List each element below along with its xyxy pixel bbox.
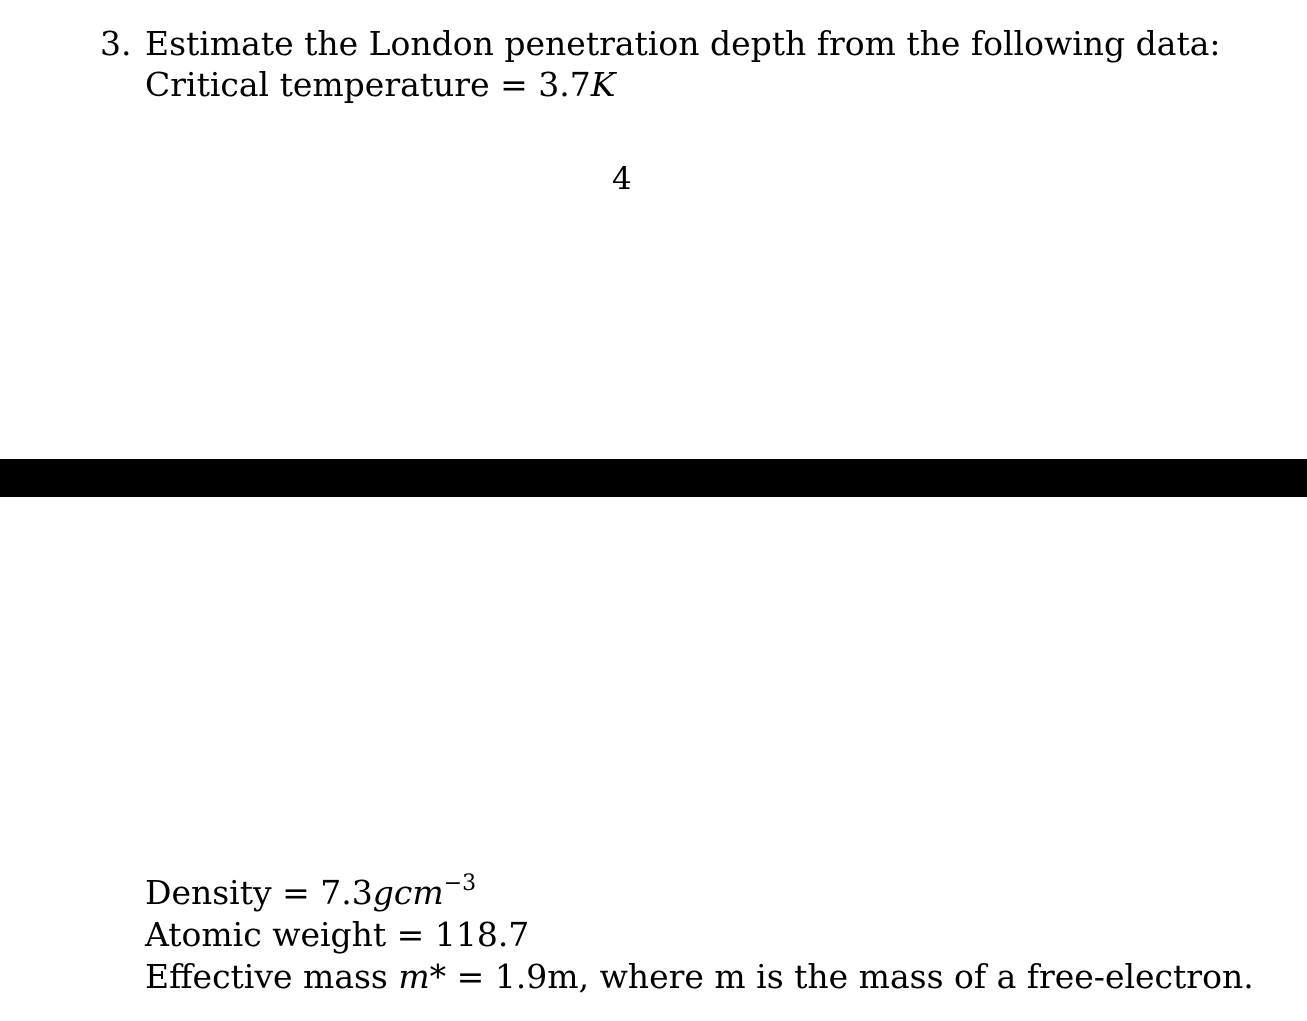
critical-temperature-unit: K (590, 65, 616, 104)
density-unit: gcm (372, 873, 444, 912)
equals-sign: = (282, 873, 310, 912)
atomic-weight-line (145, 915, 529, 955)
question-number: 3. (100, 24, 132, 63)
equals-sign: = (396, 915, 425, 954)
atomic-weight-label: Atomic weight (145, 915, 387, 954)
effective-mass-line (145, 957, 1254, 997)
density-value: 7.3 (320, 873, 373, 912)
density-label: Density (145, 873, 272, 912)
atomic-weight-value: 118.7 (434, 915, 530, 954)
equals-sign: = (500, 65, 528, 104)
effective-mass-symbol: m* (398, 957, 447, 996)
effective-mass-value: 1.9m, where m is the mass of a free-electron. (494, 957, 1254, 996)
question-prompt: Estimate the London penetration depth from the following data: (145, 24, 1221, 63)
critical-temperature-label: Critical temperature (145, 65, 490, 104)
density-exponent: −3 (443, 871, 477, 896)
critical-temperature-value: 3.7 (538, 65, 591, 104)
page-number: 4 (612, 161, 632, 197)
equals-sign: = (456, 957, 485, 996)
page-break-bar (0, 459, 1307, 497)
critical-temperature-line (145, 65, 615, 105)
effective-mass-label: Effective mass (145, 957, 388, 996)
density-line (145, 873, 476, 913)
